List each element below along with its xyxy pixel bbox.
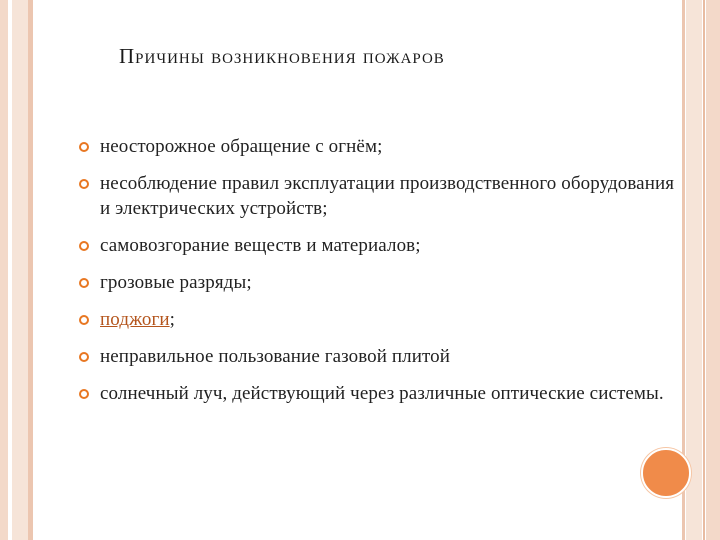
list-item: [78, 307, 678, 332]
circle-bullet-icon: [79, 179, 89, 189]
list-item: [78, 344, 678, 369]
slide-content: [33, 0, 682, 540]
causes-list: [78, 134, 678, 418]
list-item-text: неосторожное обращение с огнём;: [100, 136, 383, 157]
frame-bar-left: [12, 0, 28, 540]
circle-bullet-icon: [79, 352, 89, 362]
frame-bar-right-outer: [706, 0, 720, 540]
circle-bullet-icon: [79, 241, 89, 251]
list-item: [78, 233, 678, 258]
frame-bar-right-line: [703, 0, 705, 540]
orange-circle-icon: [641, 448, 691, 498]
circle-bullet-icon: [79, 389, 89, 399]
arson-link[interactable]: поджоги: [100, 309, 170, 330]
list-item-suffix: ;: [169, 309, 175, 330]
circle-bullet-icon: [79, 142, 89, 152]
list-item: [78, 381, 678, 406]
list-item: [78, 134, 678, 159]
list-item-text: несоблюдение правил эксплуатации производственного оборудования и электрических устройств;: [100, 173, 675, 219]
frame-bar-right: [686, 0, 702, 540]
list-item: [78, 270, 678, 295]
list-item-text: неправильное пользование газовой плитой: [100, 346, 451, 367]
list-item-text: солнечный луч, действующий через различные оптические системы.: [100, 383, 664, 404]
circle-bullet-icon: [79, 278, 89, 288]
circle-bullet-icon: [79, 315, 89, 325]
list-item: [78, 171, 678, 221]
list-item-text: самовозгорание веществ и материалов;: [100, 235, 421, 256]
list-item-text: грозовые разряды;: [100, 272, 252, 293]
frame-bar-left-outer: [0, 0, 8, 540]
slide-title: Причины возникновения пожаров: [119, 44, 445, 68]
